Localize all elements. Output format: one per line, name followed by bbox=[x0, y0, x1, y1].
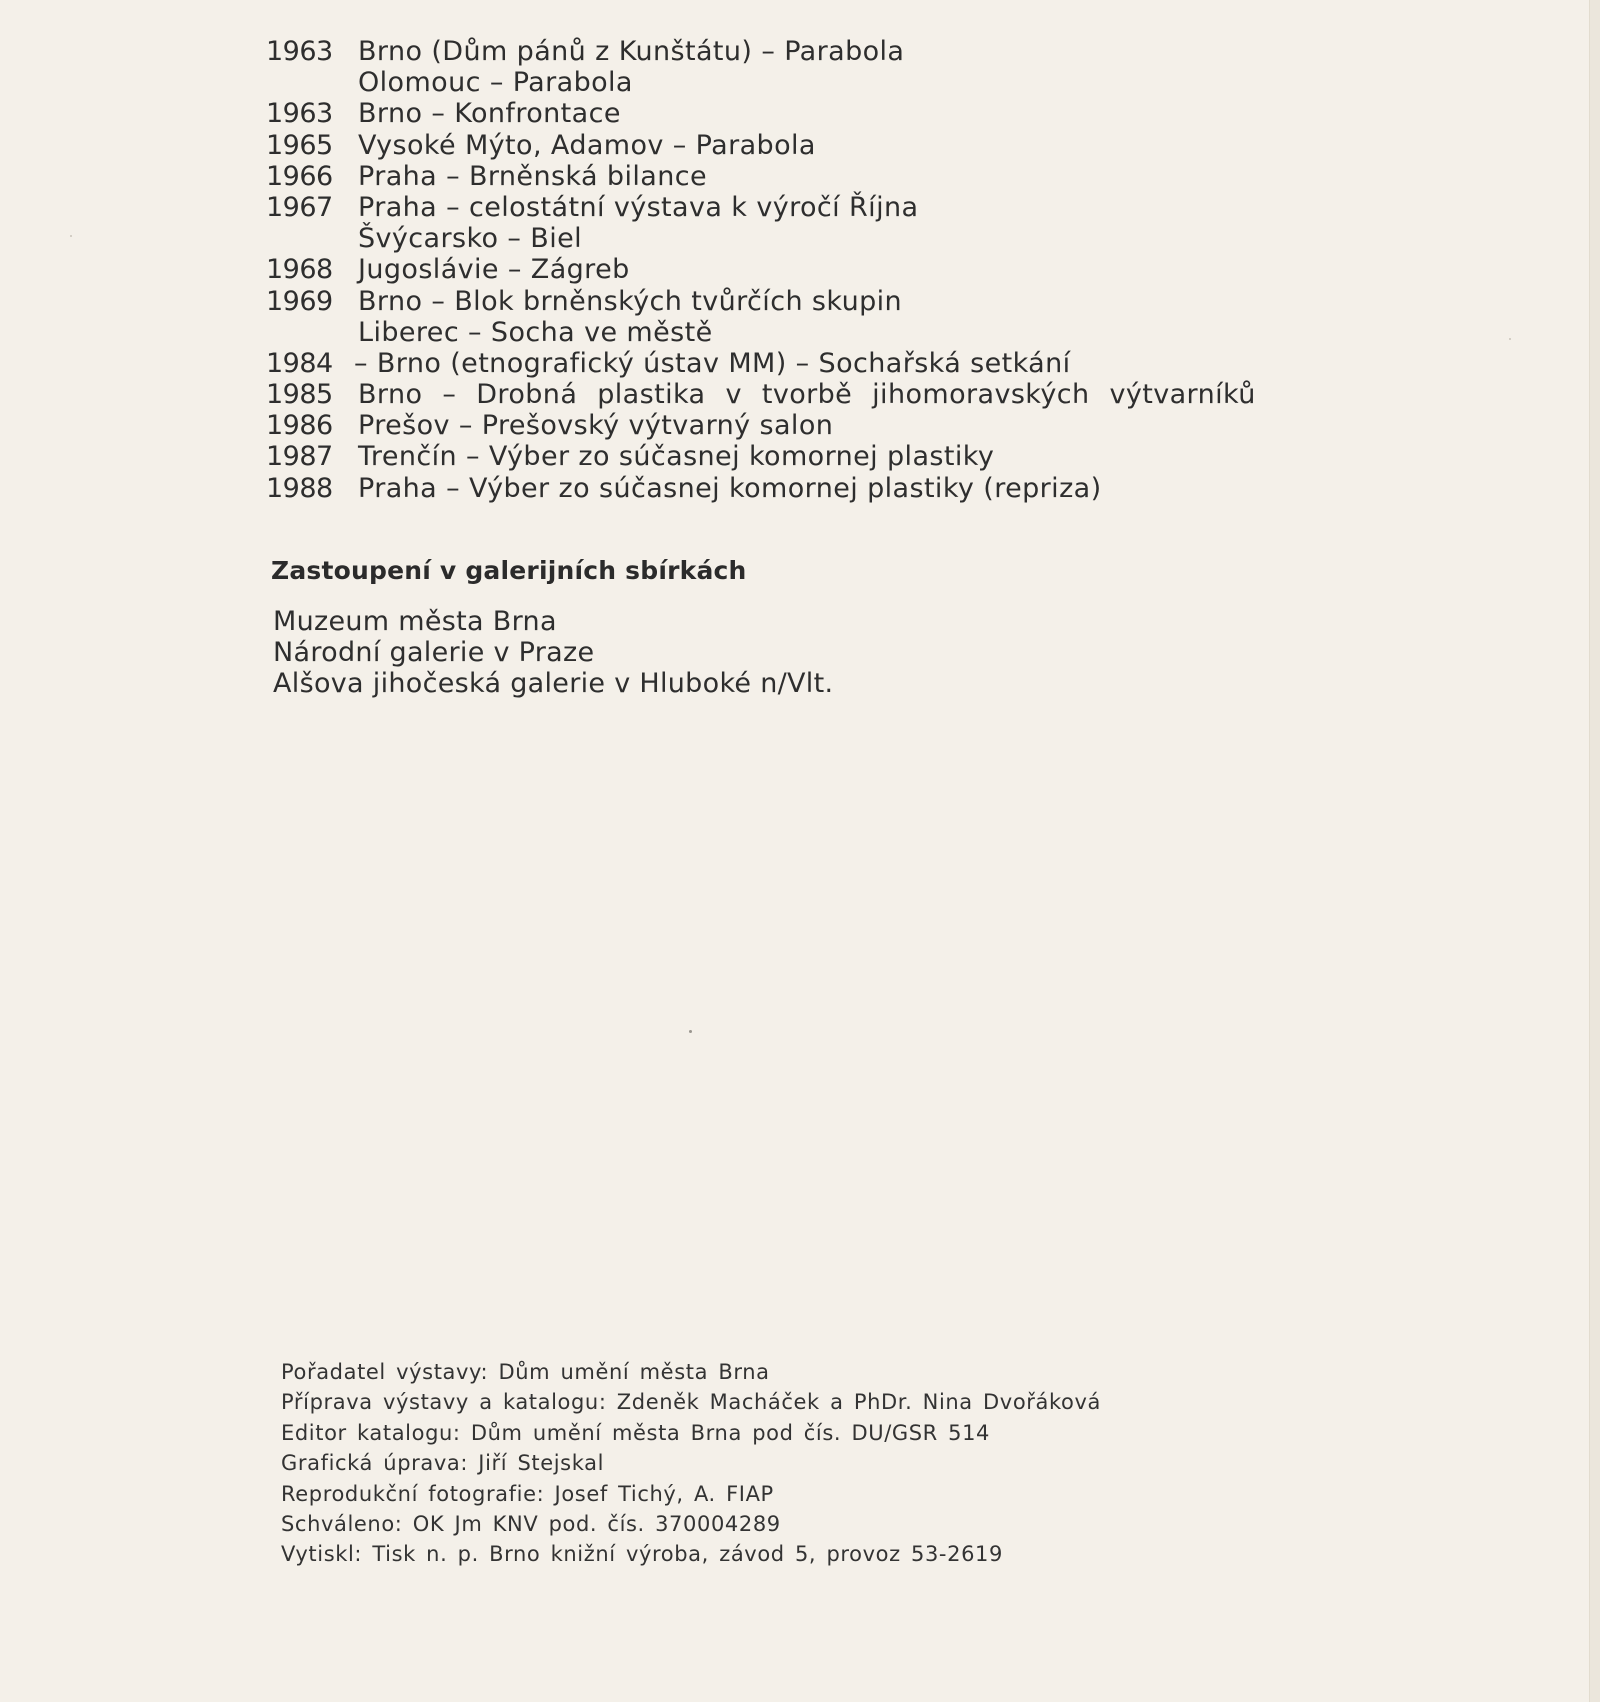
exhibition-row bbox=[266, 286, 1266, 317]
imprint-line: Příprava výstavy a katalogu: Zdeněk Macháček a PhDr. Nina Dvořáková bbox=[281, 1390, 1101, 1415]
exhibition-list bbox=[266, 36, 1266, 504]
exhibition-row bbox=[266, 36, 1266, 67]
exhibition-row bbox=[266, 130, 1266, 161]
exhibition-text: Praha – Výber zo súčasnej komornej plastiky (repriza) bbox=[358, 472, 1102, 504]
exhibition-year: 1966 bbox=[266, 160, 333, 192]
collection-item: Muzeum města Brna bbox=[273, 606, 557, 637]
exhibition-text: Olomouc – Parabola bbox=[358, 67, 633, 99]
exhibition-year: 1988 bbox=[266, 472, 333, 504]
exhibition-year: 1984 bbox=[266, 347, 333, 379]
exhibition-text: Liberec – Socha ve městě bbox=[358, 316, 713, 348]
exhibition-row bbox=[266, 410, 1266, 441]
exhibition-row bbox=[266, 98, 1266, 129]
exhibition-year: 1969 bbox=[266, 285, 333, 317]
paper-speck bbox=[70, 235, 72, 237]
page-edge bbox=[1589, 0, 1600, 1702]
exhibition-text: Brno – Drobná plastika v tvorbě jihomoravských výtvarníků bbox=[358, 379, 1256, 411]
exhibition-year: 1987 bbox=[266, 441, 333, 473]
imprint-line: Vytiskl: Tisk n. p. Brno knižní výroba, závod 5, provoz 53-2619 bbox=[281, 1542, 1003, 1567]
exhibition-row bbox=[266, 161, 1266, 192]
exhibition-text: Praha – celostátní výstava k výročí Října bbox=[358, 191, 919, 223]
imprint-line: Pořadatel výstavy: Dům umění města Brna bbox=[281, 1360, 770, 1384]
exhibition-text: Jugoslávie – Zágreb bbox=[358, 254, 630, 286]
imprint-line: Schváleno: OK Jm KNV pod. čís. 370004289 bbox=[281, 1512, 781, 1537]
exhibition-row bbox=[266, 192, 1266, 223]
exhibition-text: Praha – Brněnská bilance bbox=[358, 160, 707, 192]
exhibition-row bbox=[266, 348, 1266, 379]
exhibition-text: – Brno (etnografický ústav MM) – Sochařská setkání bbox=[354, 347, 1071, 379]
collection-item: Národní galerie v Praze bbox=[273, 637, 595, 668]
exhibition-row bbox=[266, 317, 1266, 348]
exhibition-text: Brno (Dům pánů z Kunštátu) – Parabola bbox=[358, 36, 905, 67]
imprint-line: Grafická úprava: Jiří Stejskal bbox=[281, 1451, 604, 1476]
imprint-line: Reprodukční fotografie: Josef Tichý, A. FIAP bbox=[281, 1481, 774, 1506]
exhibition-row bbox=[266, 473, 1266, 504]
collections-heading: Zastoupení v galerijních sbírkách bbox=[271, 556, 747, 585]
paper-speck bbox=[1509, 338, 1511, 340]
exhibition-row bbox=[266, 254, 1266, 285]
exhibition-year: 1968 bbox=[266, 254, 333, 286]
exhibition-text: Brno – Konfrontace bbox=[358, 98, 621, 130]
exhibition-text: Prešov – Prešovský výtvarný salon bbox=[358, 410, 834, 442]
exhibition-text: Vysoké Mýto, Adamov – Parabola bbox=[358, 129, 816, 161]
imprint-block bbox=[281, 1357, 1101, 1570]
imprint-line: Editor katalogu: Dům umění města Brna pod čís. DU/GSR 514 bbox=[281, 1420, 991, 1445]
collections-list bbox=[273, 606, 833, 699]
exhibition-text: Brno – Blok brněnských tvůrčích skupin bbox=[358, 285, 903, 317]
exhibition-year: 1963 bbox=[266, 98, 333, 130]
exhibition-text: Švýcarsko – Biel bbox=[358, 223, 583, 255]
collection-item: Alšova jihočeská galerie v Hluboké n/Vlt. bbox=[273, 668, 834, 699]
paper-speck bbox=[689, 1030, 692, 1033]
exhibition-year: 1967 bbox=[266, 191, 333, 223]
exhibition-year: 1985 bbox=[266, 379, 333, 411]
exhibition-year: 1963 bbox=[266, 36, 333, 67]
exhibition-row bbox=[266, 441, 1266, 472]
exhibition-row bbox=[266, 67, 1266, 98]
exhibition-year: 1986 bbox=[266, 410, 333, 442]
exhibition-row bbox=[266, 379, 1266, 410]
exhibition-row bbox=[266, 223, 1266, 254]
exhibition-text: Trenčín – Výber zo súčasnej komornej plastiky bbox=[358, 441, 995, 473]
exhibition-year: 1965 bbox=[266, 129, 333, 161]
